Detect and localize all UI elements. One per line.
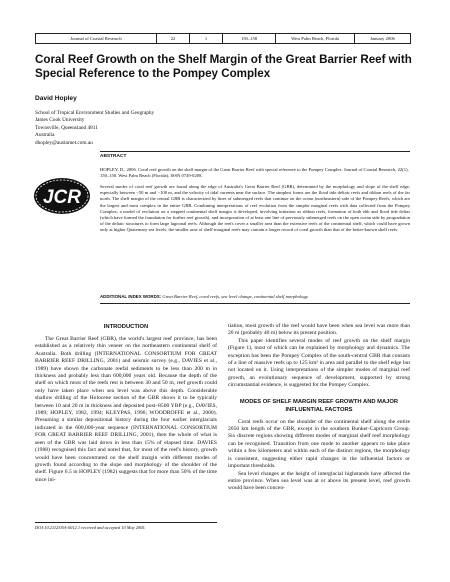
affiliation-line: Townsville, Queensland 4811 xyxy=(35,124,98,131)
abstract-heading: ABSTRACT xyxy=(100,151,410,159)
body-paragraph: tiation, most growth of the reef would have been when sea level was more than 20 m (probably 40 m) below its present position. xyxy=(228,323,410,337)
abstract-body: Several modes of coral reef growth are found along the edge of Australia's Great Barrier Reef (GBR), determined by the morphology and slope of the shelf edge, especially between −50 m and −100 m, and the velocity of tidal currents near the surface. The simplest forms are the flood tide deltaic reefs and ribbon reefs of the far north. The shelf margin of the central GBR is characterized by lines of submerged reefs that continue on the ocean (northeastern) side of the Pompey Reefs, which are the largest and most complex in the entire GBR. Combining interpretations of reef evolution from the simpler marginal reefs with data collected from the Pompey Complex, a model of evolution on a stepped continental shelf margin is developed, involving initiation as ribbon reefs, formation of both ebb and flood tide deltas (which have formed the foundation for further reef growth), and incorporation of at least one line of previously submerged reefs on the open ocean side by progradation of the deltaic structures to form large lagoonal reefs. Although the reefs cover a smaller area than the extensive reefs of the continental shelf, which could have grown only at higher Quaternary sea levels, the smaller area of shelf-marginal reefs may contain a longer record of coral growth than that of the better-known shelf reefs. xyxy=(100,184,410,233)
page-range: 150–158 xyxy=(223,34,276,43)
section-heading: MODES OF SHELF MARGIN REEF GROWTH AND MAJOR INFLUENTIAL FACTORS xyxy=(239,398,399,413)
affiliation-line: Australia xyxy=(35,132,55,139)
doi-footnote: DOI:10.2112/05A-0012.1 received and accepted 10 May 2005. xyxy=(35,522,217,530)
affiliation-line: James Cook University xyxy=(35,117,85,124)
journal-name: Journal of Coastal Research xyxy=(36,34,157,43)
index-words xyxy=(100,294,410,304)
jcr-logo xyxy=(33,177,91,215)
affiliation-line: School of Tropical Environment Studies and Geography xyxy=(35,110,155,116)
journal-header-bar xyxy=(35,33,411,44)
issue-date: January 2006 xyxy=(370,36,395,41)
index-words-label: ADDITIONAL INDEX WORDS: xyxy=(100,294,162,299)
body-paragraph: This paper identifies several modes of reef growth on the shelf margin (Figure 1), most of which can be explained by morphology and dynamics. The exception has been the Pompey Complex of the south-central GBR that consists of a line of massive reefs up to 125 km² in area and parallel to the shelf edge but not located on it. Using interpretations of the simpler modes of marginal reef growth, an evolutionary sequence of development, supported by strong circumstantial evidence, is suggested for the Pompey Complex. xyxy=(228,337,410,389)
author-name: David Hopley xyxy=(35,95,77,102)
author-affiliation xyxy=(35,110,154,147)
publisher-place: West Palm Beach, Florida xyxy=(276,34,355,43)
body-paragraph: Coral reefs occur on the shoulder of the continental shelf along the entire 2050 km length of the GBR, except in the southern Bunker-Capricorn Group. Six discrete regions showing different modes of marginal shelf reef morphology can be recognised. Transition from one mode to another appears to take place within a few kilometers and within each of the distinct regions, the morphology is consistent, suggesting either rapid changes in the influential factors or important thresholds. xyxy=(228,418,410,470)
body-paragraph: The Great Barrier Reef (GBR), the world's largest reef province, has been established as a relatively thin veneer on the northeastern continental shelf of Australia. Both drilling (INTERNATIONAL CONSORTIUM FOR GREAT BARRIER REEF DRILLING, 2001) and seismic survey (e.g., DAVIES et al., 1989) have shown the carbonate reefal sediments to be less than 200 m in thickness and probably less than 600,000 years old. Because the depth of the shelf on which most of the reefs rest is between 30 and 50 m, reef growth could only have taken place when sea level was above this depth. Considerable shallow drilling of the Holocene section of the GBR shows it to be typically between 10 and 20 m in thickness and deposited post–8500 YBP (e.g., DAVIES, 1989; HOPLEY, 1982, 1994; KLEYPAS, 1996; WOODROFFE et al., 2000). Presuming a similar depositional history during the four earlier interglacials indicated in the 600,000-year sequence (INTERNATIONAL CONSORTIUM FOR GREAT BARRIER REEF DRILLING, 2001), then the whole of what is seen of the GBR was laid down in less than 15% of elapsed time. DAVIES (1988) recognised this fact and noted that, for most of the reef's history, growth would have been concentrated on the shelf margin with different modes of growth found according to the slope and morphology of the shoulder of the shelf. Figure 6.5 in HOPLEY (1982) suggests that for more than 50% of the time since ini- xyxy=(35,336,217,483)
body-paragraph: Sea level changes at the height of interglacial highstands have affected the entire province. When sea level was at or above its present level, reef growth would have been concen- xyxy=(228,470,410,492)
issue: 1 xyxy=(190,34,223,43)
abstract-citation: HOPLEY, D., 2006. Coral reef growth on the shelf margin of the Great Barrier Reef with special reference to the Pompey Complex. Journal of Coastal Research, 22(1), 150–158. West Palm Beach (Florida), ISSN 0749-0208. xyxy=(100,167,409,179)
volume: 22 xyxy=(157,34,190,43)
author-email: dhopley@austarnet.com.au xyxy=(35,139,93,146)
left-column xyxy=(35,323,217,484)
logo-text: JCR xyxy=(42,187,82,208)
introduction-heading: INTRODUCTION xyxy=(103,324,149,330)
article-title: Coral Reef Growth on the Shelf Margin of the Great Barrier Reef with Special Reference to the Pompey Complex xyxy=(35,53,412,80)
index-words-text: Great Barrier Reef, coral reefs, sea level change, continental shelf morphology. xyxy=(162,294,309,299)
right-column xyxy=(228,323,410,493)
